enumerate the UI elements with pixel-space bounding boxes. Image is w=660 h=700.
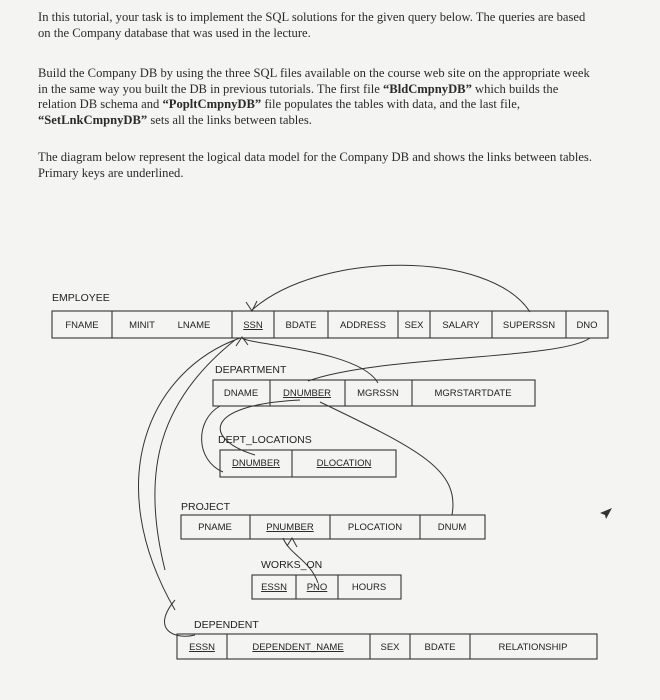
works-on-table bbox=[252, 575, 401, 599]
dept-locations-title: DEPT_LOCATIONS bbox=[218, 434, 312, 446]
department-table bbox=[213, 380, 535, 406]
dependent-field: RELATIONSHIP bbox=[498, 642, 568, 653]
intro-paragraph: In this tutorial, your task is to implement the SQL solutions for the given query below. The queries are based on the Company database that was used in the lecture. bbox=[38, 10, 586, 40]
department-title: DEPARTMENT bbox=[215, 364, 287, 376]
employee-field: DNO bbox=[576, 320, 598, 331]
superssn-to-ssn-arc bbox=[252, 265, 530, 312]
employee-field-pk: SSN bbox=[243, 320, 263, 331]
department-field-pk: DNUMBER bbox=[282, 388, 332, 399]
diagram-description-paragraph: The diagram below represent the logical data model for the Company DB and shows the links between tables. Primary keys are underlined. bbox=[38, 150, 592, 180]
employee-table bbox=[52, 311, 608, 338]
employee-field: BDATE bbox=[285, 320, 317, 331]
dependent-table bbox=[177, 634, 597, 659]
dependent-field: SEX bbox=[380, 642, 400, 653]
file-name-bld: “BldCmpnyDB” bbox=[383, 81, 472, 96]
employee-field: FNAME bbox=[65, 320, 99, 331]
dependent-field: BDATE bbox=[424, 642, 456, 653]
works-on-field-pk: ESSN bbox=[261, 582, 287, 593]
works-on-title: WORKS_ON bbox=[261, 559, 323, 571]
employee-field: MINIT bbox=[129, 320, 155, 331]
dloc-dnumber-arc bbox=[220, 400, 300, 455]
employee-field: SALARY bbox=[442, 320, 480, 331]
project-field-pk: PNUMBER bbox=[266, 522, 314, 533]
employee-title: EMPLOYEE bbox=[52, 292, 110, 304]
instructions-text-c: which builds the relation DB schema and bbox=[38, 81, 559, 111]
employee-field: ADDRESS bbox=[340, 320, 386, 331]
dno-to-dnumber-arc bbox=[308, 338, 590, 381]
dependent-field-pk: DEPENDENT_NAME bbox=[252, 642, 344, 653]
instructions-text-e: sets all the links between tables. bbox=[147, 112, 312, 127]
dependent-link-arc bbox=[165, 600, 195, 636]
department-field: DNAME bbox=[223, 388, 259, 399]
mgrssn-to-ssn-arc bbox=[242, 338, 378, 383]
file-name-poplt: “PopltCmpnyDB” bbox=[162, 97, 262, 111]
dependent-title: DEPENDENT bbox=[194, 619, 259, 631]
employee-field: SEX bbox=[404, 320, 424, 331]
project-field: PNAME bbox=[198, 522, 232, 533]
project-table bbox=[181, 515, 485, 539]
instructions-text-a: Build the Company DB by using the three SQL files available on the course web site on the appropriate week in the same way you built the DB in previous tutorials. The first file bbox=[38, 66, 590, 96]
employee-field: SUPERSSN bbox=[502, 320, 556, 331]
works-on-field-pk: PNO bbox=[306, 582, 328, 593]
dept-locations-field-pk: DNUMBER bbox=[231, 458, 281, 469]
essn-dependent-arc bbox=[139, 338, 240, 610]
file-name-setlnk: “SetLnkCmpnyDB” bbox=[38, 112, 148, 127]
project-title: PROJECT bbox=[181, 501, 231, 513]
dept-locations-field-pk: DLOCATION bbox=[316, 458, 372, 469]
dependent-field-pk: ESSN bbox=[189, 642, 215, 653]
department-field: MGRSTARTDATE bbox=[434, 388, 512, 399]
project-field: PLOCATION bbox=[347, 522, 403, 533]
superssn-arrowhead bbox=[246, 301, 257, 311]
department-field: MGRSSN bbox=[357, 388, 399, 399]
instructions-text-d: file populates the tables with data, and the last file, bbox=[261, 97, 520, 111]
mouse-cursor-icon bbox=[600, 508, 612, 519]
dept-locations-table bbox=[220, 450, 396, 477]
project-field: DNUM bbox=[437, 522, 467, 533]
works-on-field: HOURS bbox=[351, 582, 387, 593]
employee-field: LNAME bbox=[177, 320, 211, 331]
